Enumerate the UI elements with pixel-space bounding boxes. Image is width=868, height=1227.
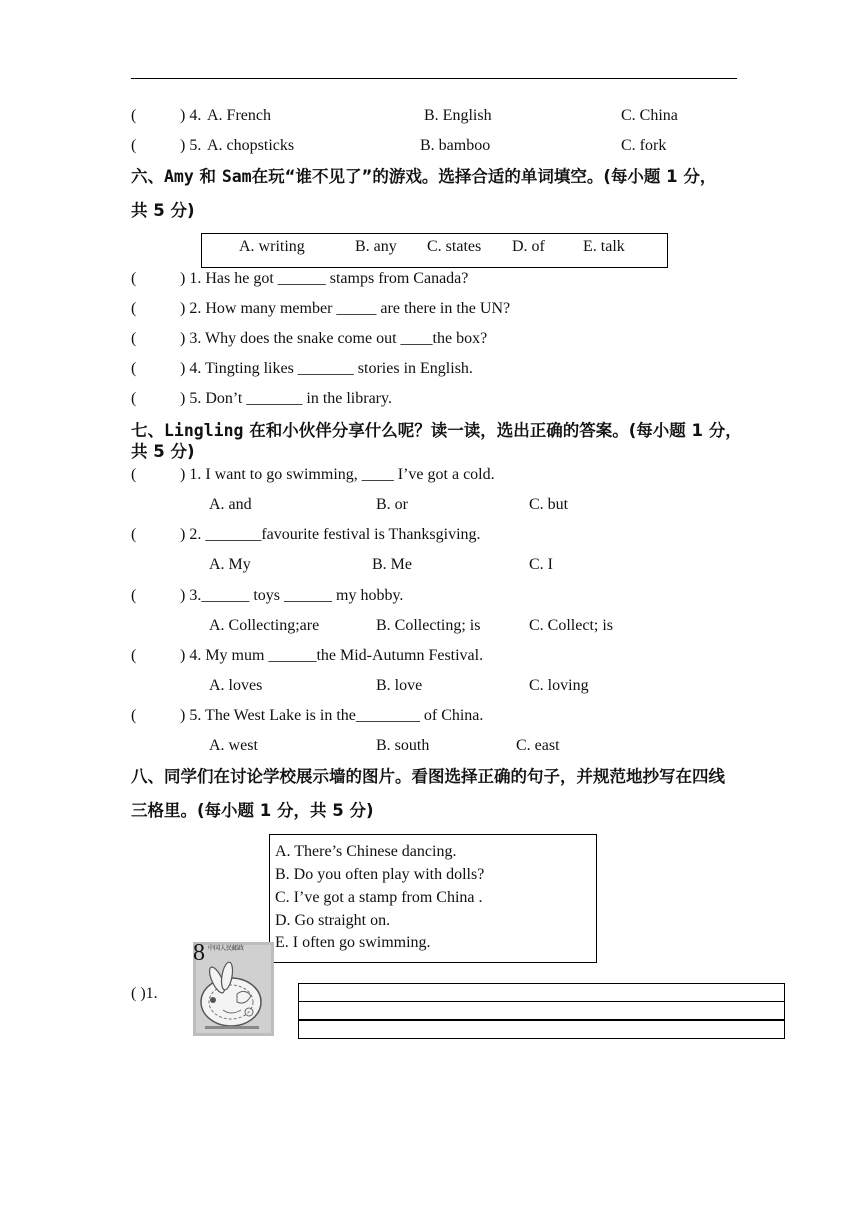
section-7-heading [131, 421, 742, 441]
answer-paren[interactable]: ( [131, 647, 137, 664]
option-b: B. love [376, 677, 423, 694]
name-lingling: Lingling [164, 421, 244, 440]
option-b: B. bamboo [420, 137, 491, 154]
question-text: ) 5. Don’t _______ in the library. [180, 390, 392, 407]
option-c: C. loving [529, 677, 589, 694]
option-a: A. chopsticks [207, 137, 295, 154]
guide-line [299, 1001, 784, 1002]
option-c: C. China [621, 107, 678, 124]
question-text: ) 3. Why does the snake come out ____the box? [180, 330, 488, 347]
word-option: C. states [427, 238, 482, 255]
word-option: B. any [355, 238, 397, 255]
section-number: 七、 [131, 421, 164, 440]
stamp-text: 中国人民邮政 [208, 945, 245, 952]
question-text: ) 4. Tingting likes _______ stories in English. [180, 360, 473, 377]
answer-paren[interactable]: ( [131, 587, 137, 604]
word-bank-box [201, 233, 668, 268]
answer-paren[interactable]: ( [131, 390, 137, 407]
answer-paren[interactable]: ( [131, 526, 137, 543]
rabbit-stamp-icon [193, 942, 274, 1036]
option-c: C. Collect; is [529, 617, 613, 634]
question-number: ) 4. [180, 107, 202, 124]
option-c: C. but [529, 496, 569, 513]
question-text: ) 2. How many member _____ are there in the UN? [180, 300, 511, 317]
question-text: ) 3.______ toys ______ my hobby. [180, 587, 404, 604]
answer-paren[interactable]: ( [131, 330, 137, 347]
option-c: C. east [516, 737, 560, 754]
stamp-value: 8 [193, 940, 205, 966]
heading-text: 在和小伙伴分享什么呢？读一读，选出正确的答案。(每小题 1 分， [243, 421, 742, 440]
rabbit-stamp-image [193, 942, 274, 1036]
answer-paren[interactable]: ( [131, 107, 137, 124]
answer-paren[interactable]: ( [131, 300, 137, 317]
section-number: 六、 [131, 167, 164, 186]
answer-paren[interactable]: ( [131, 360, 137, 377]
sentence-options-box [269, 834, 597, 963]
option-b: B. Me [372, 556, 412, 573]
sentence-option: A. There’s Chinese dancing. [275, 843, 457, 860]
answer-paren[interactable]: ( [131, 707, 137, 724]
section-6-heading-line2: 共 5 分) [131, 201, 195, 220]
answer-paren[interactable]: ( [131, 137, 137, 154]
option-b: B. south [376, 737, 430, 754]
option-a: A. My [209, 556, 251, 573]
header-rule [131, 78, 737, 79]
question-text: ) 1. Has he got ______ stamps from Canada? [180, 270, 469, 287]
heading-text: 在玩“谁不见了”的游戏。选择合适的单词填空。(每小题 1 分， [251, 167, 717, 186]
section-7-heading-line2: 共 5 分) [131, 442, 195, 461]
option-c: C. I [529, 556, 553, 573]
base-line [299, 1019, 784, 1021]
sentence-option: D. Go straight on. [275, 912, 391, 929]
answer-paren[interactable]: ( [131, 270, 137, 287]
option-b: B. Collecting; is [376, 617, 481, 634]
question-number: ) 5. [180, 137, 202, 154]
name-sam: Sam [221, 167, 252, 186]
name-amy: Amy [164, 167, 194, 186]
sentence-option: B. Do you often play with dolls? [275, 866, 485, 883]
heading-text: 和 [193, 167, 222, 186]
option-a: A. loves [209, 677, 263, 694]
option-a: A. west [209, 737, 258, 754]
sentence-option: E. I often go swimming. [275, 934, 431, 951]
question-text: ) 1. I want to go swimming, ____ I’ve got a cold. [180, 466, 495, 483]
option-b: B. or [376, 496, 408, 513]
section-8-heading: 八、同学们在讨论学校展示墙的图片。看图选择正确的句子，并规范地抄写在四线 [131, 767, 725, 786]
four-line-grid[interactable] [298, 983, 785, 1039]
option-b: B. English [424, 107, 492, 124]
word-option: D. of [512, 238, 545, 255]
sentence-option: C. I’ve got a stamp from China . [275, 889, 483, 906]
question-text: ) 2. _______favourite festival is Thanksgiving. [180, 526, 481, 543]
option-a: A. Collecting;are [209, 617, 320, 634]
option-a: A. French [207, 107, 271, 124]
section-8-heading-line2: 三格里。(每小题 1 分，共 5 分) [131, 801, 374, 820]
answer-paren[interactable]: ( [131, 466, 137, 483]
question-text: ) 5. The West Lake is in the________ of China. [180, 707, 484, 724]
question-text: ) 4. My mum ______the Mid-Autumn Festival. [180, 647, 484, 664]
section-6-heading [131, 167, 716, 187]
option-c: C. fork [621, 137, 667, 154]
word-option: A. writing [239, 238, 305, 255]
item-1-label[interactable]: ( )1. [131, 985, 158, 1002]
word-option: E. talk [583, 238, 625, 255]
option-a: A. and [209, 496, 252, 513]
